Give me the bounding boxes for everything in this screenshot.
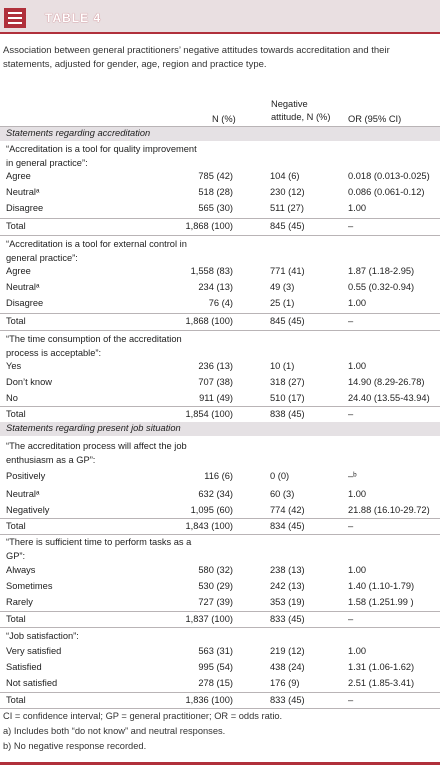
question-text: “The time consumption of the accreditation process is acceptable”: xyxy=(6,334,182,358)
row-label: Total xyxy=(6,695,26,705)
row-label: Always xyxy=(6,565,36,575)
cell-n: 785 (42) xyxy=(198,171,233,181)
table-row xyxy=(0,579,440,594)
table-row-total xyxy=(0,612,440,627)
cell-negative: 230 (12) xyxy=(270,187,305,197)
row-divider xyxy=(0,235,440,236)
cell-or: 1.40 (1.10-1.79) xyxy=(348,581,415,591)
col-header-negative-line1: Negative xyxy=(271,99,308,109)
cell-negative: 845 (45) xyxy=(270,316,305,326)
table-row xyxy=(0,487,440,502)
cell-n: 236 (13) xyxy=(198,361,233,371)
cell-negative: 833 (45) xyxy=(270,695,305,705)
cell-or: 24.40 (13.55-43.94) xyxy=(348,393,430,403)
table-row xyxy=(0,280,440,295)
table-row-total xyxy=(0,407,440,422)
cell-or: 1.00 xyxy=(348,361,367,371)
row-label: Very satisfied xyxy=(6,646,62,656)
table-row xyxy=(0,503,440,518)
cell-negative: 318 (27) xyxy=(270,377,305,387)
table-row-total xyxy=(0,219,440,234)
cell-n: 1,868 (100) xyxy=(185,221,233,231)
cell-n: 565 (30) xyxy=(198,203,233,213)
row-label: Total xyxy=(6,614,26,624)
cell-or: – xyxy=(348,614,354,624)
row-label: Total xyxy=(6,521,26,531)
cell-negative: 10 (1) xyxy=(270,361,295,371)
cell-negative: 833 (45) xyxy=(270,614,305,624)
cell-or: – xyxy=(348,221,354,231)
row-label: Disagree xyxy=(6,298,44,308)
cell-or: 1.87 (1.18-2.95) xyxy=(348,266,415,276)
row-label: Total xyxy=(6,316,26,326)
cell-n: 563 (31) xyxy=(198,646,233,656)
cell-negative: 771 (41) xyxy=(270,266,305,276)
cell-n: 76 (4) xyxy=(208,298,233,308)
table-caption: Association between general practitioners’ negative attitudes towards accreditation and their statements, adjusted for gender, age, region and practice type. xyxy=(3,45,390,70)
cell-n: 632 (34) xyxy=(198,489,233,499)
table-row xyxy=(0,676,440,691)
cell-or: 1.00 xyxy=(348,298,367,308)
question-text: “The accreditation process will affect the job enthusiasm as a GP”: xyxy=(6,441,187,465)
cell-or: – xyxy=(348,316,354,326)
question-text: “Accreditation is a tool for quality improvement in general practice”: xyxy=(6,144,197,168)
cell-n: 707 (38) xyxy=(198,377,233,387)
table-row xyxy=(0,264,440,279)
cell-negative: 774 (42) xyxy=(270,505,305,515)
cell-or: 1.00 xyxy=(348,489,367,499)
cell-negative: 838 (45) xyxy=(270,409,305,419)
cell-or: 1.31 (1.06-1.62) xyxy=(348,662,415,672)
cell-n: 727 (39) xyxy=(198,597,233,607)
row-label: Rarely xyxy=(6,597,33,607)
col-header-or: OR (95% CI) xyxy=(348,114,402,124)
row-label: Neutralᵃ xyxy=(6,489,40,499)
cell-negative: 25 (1) xyxy=(270,298,295,308)
cell-n: 580 (32) xyxy=(198,565,233,575)
col-header-n: N (%) xyxy=(212,114,236,124)
cell-or: 21.88 (16.10-29.72) xyxy=(348,505,430,515)
table-bottom-rule xyxy=(0,708,440,709)
row-label: Disagree xyxy=(6,203,44,213)
cell-n: 1,854 (100) xyxy=(185,409,233,419)
table-row xyxy=(0,185,440,200)
row-label: Sometimes xyxy=(6,581,53,591)
cell-n: 116 (6) xyxy=(204,471,233,481)
cell-n: 1,843 (100) xyxy=(185,521,233,531)
cell-negative: 104 (6) xyxy=(270,171,300,181)
cell-or: 0.086 (0.061-0.12) xyxy=(348,187,425,197)
row-label: Don’t know xyxy=(6,377,52,387)
cell-n: 530 (29) xyxy=(198,581,233,591)
cell-or: –ᵇ xyxy=(348,471,357,481)
row-label: Agree xyxy=(6,266,31,276)
cell-or: 1.00 xyxy=(348,203,367,213)
table-header-bar xyxy=(0,0,440,34)
table-row-total xyxy=(0,693,440,708)
cell-negative: 49 (3) xyxy=(270,282,295,292)
cell-or: 0.55 (0.32-0.94) xyxy=(348,282,415,292)
cell-n: 1,837 (100) xyxy=(185,614,233,624)
cell-or: – xyxy=(348,695,354,705)
cell-n: 518 (28) xyxy=(198,187,233,197)
row-label: Negatively xyxy=(6,505,50,515)
row-label: Not satisfied xyxy=(6,678,58,688)
cell-or: 2.51 (1.85-3.41) xyxy=(348,678,415,688)
cell-negative: 438 (24) xyxy=(270,662,305,672)
table-row xyxy=(0,595,440,610)
cell-or: – xyxy=(348,409,354,419)
cell-or: 1.58 (1.251.99 ) xyxy=(348,597,414,607)
footnote-abbreviations: CI = confidence interval; GP = general practitioner; OR = odds ratio. xyxy=(3,711,283,721)
cell-n: 1,095 (60) xyxy=(190,505,233,515)
row-label: Neutralᵃ xyxy=(6,187,40,197)
table-row xyxy=(0,391,440,406)
cell-n: 911 (49) xyxy=(199,393,233,403)
cell-or: 1.00 xyxy=(348,646,367,656)
cell-negative: 238 (13) xyxy=(270,565,305,575)
cell-n: 278 (15) xyxy=(198,678,233,688)
table-icon xyxy=(4,8,26,28)
table-row xyxy=(0,563,440,578)
row-label: Yes xyxy=(6,361,22,371)
cell-n: 1,836 (100) xyxy=(185,695,233,705)
section-title-accreditation: Statements regarding accreditation xyxy=(6,128,151,138)
cell-or: 1.00 xyxy=(348,565,367,575)
row-label: Agree xyxy=(6,171,31,181)
table-row xyxy=(0,660,440,675)
row-label: Neutralᵃ xyxy=(6,282,40,292)
table-row xyxy=(0,169,440,184)
row-divider xyxy=(0,330,440,331)
cell-or: 14.90 (8.29-26.78) xyxy=(348,377,425,387)
cell-negative: 510 (17) xyxy=(270,393,305,403)
footnote-b: b) No negative response recorded. xyxy=(3,741,147,751)
cell-negative: 845 (45) xyxy=(270,221,305,231)
table-title: TABLE 4 xyxy=(45,11,102,25)
cell-negative: 219 (12) xyxy=(270,646,305,656)
cell-negative: 242 (13) xyxy=(270,581,305,591)
cell-negative: 0 (0) xyxy=(270,471,290,481)
cell-n: 234 (13) xyxy=(198,282,233,292)
cell-n: 1,868 (100) xyxy=(185,316,233,326)
table-row xyxy=(0,296,440,311)
table-row xyxy=(0,375,440,390)
row-label: Positively xyxy=(6,471,46,481)
table-row xyxy=(0,201,440,216)
cell-negative: 60 (3) xyxy=(270,489,295,499)
table-row xyxy=(0,644,440,659)
table-row-total xyxy=(0,314,440,329)
row-divider xyxy=(0,627,440,628)
table-row-total xyxy=(0,519,440,534)
row-label: No xyxy=(6,393,18,403)
cell-n: 1,558 (83) xyxy=(190,266,233,276)
question-text: “There is sufficient time to perform tasks as a GP”: xyxy=(6,537,192,561)
row-label: Total xyxy=(6,409,26,419)
row-label: Satisfied xyxy=(6,662,42,672)
row-label: Total xyxy=(6,221,26,231)
table-row xyxy=(0,469,440,484)
question-text: “Accreditation is a tool for external control in general practice”: xyxy=(6,239,187,263)
cell-negative: 176 (9) xyxy=(270,678,300,688)
cell-negative: 834 (45) xyxy=(270,521,305,531)
cell-negative: 353 (19) xyxy=(270,597,305,607)
cell-negative: 511 (27) xyxy=(270,203,304,213)
table-row xyxy=(0,359,440,374)
col-header-negative-line2: attitude, N (%) xyxy=(271,112,331,122)
bottom-accent-bar xyxy=(0,762,440,765)
footnote-a: a) Includes both “do not know” and neutral responses. xyxy=(3,726,226,736)
section-title-job-situation: Statements regarding present job situation xyxy=(6,423,181,433)
cell-or: 0.018 (0.013-0.025) xyxy=(348,171,430,181)
question-text: “Job satisfaction”: xyxy=(6,631,79,641)
cell-or: – xyxy=(348,521,354,531)
cell-n: 995 (54) xyxy=(198,662,233,672)
